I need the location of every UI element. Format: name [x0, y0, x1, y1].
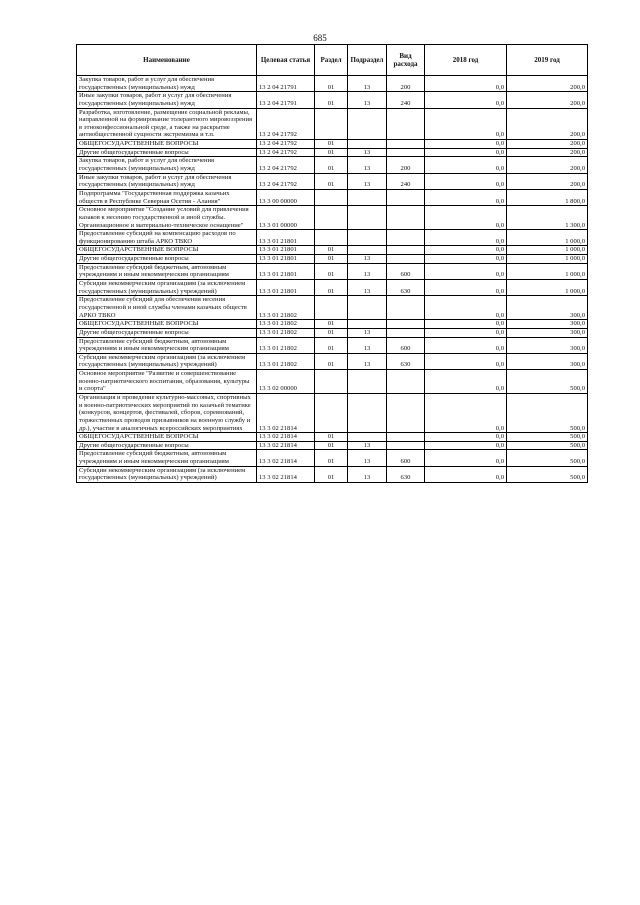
target-article: 13 3 01 21801 [257, 263, 315, 279]
row-name: Организация и проведение культурно-массовых, спортивных и военно-патриотических мероприятий по казачьей тематике (конкурсов, концертов, фестивалей, сборов, соревнований, торжественных проводов призывников на военную службу и др.), участие в аналогичных всероссийских мероприятиях [77, 393, 257, 432]
table-row [77, 206, 588, 230]
amount-2019: 1 000,0 [507, 255, 588, 264]
expense-type: 630 [387, 280, 425, 296]
row-name: Предоставление субсидий бюджетным, автономным учреждениям и иным некоммерческим организациям [77, 337, 257, 353]
target-article: 13 3 01 21801 [257, 230, 315, 246]
expense-type [387, 140, 425, 149]
amount-2019: 500,0 [507, 466, 588, 482]
expense-type: 600 [387, 263, 425, 279]
table-row [77, 246, 588, 255]
amount-2019: 500,0 [507, 450, 588, 466]
target-article: 13 3 01 21802 [257, 328, 315, 337]
subsection: 13 [348, 441, 387, 450]
row-name: Предоставление субсидий для обеспечения несения государственной и иной службы членами казачьих обществ АРКО ТВКО [77, 296, 257, 320]
section [315, 296, 348, 320]
section [315, 230, 348, 246]
expense-type: 240 [387, 92, 425, 108]
table-header [77, 45, 588, 76]
target-article: 13 3 01 21802 [257, 296, 315, 320]
section: 01 [315, 337, 348, 353]
row-name: Основное мероприятие "Развитие и совершенствование военно-патриотического воспитания, образования, культуры и спорта" [77, 370, 257, 394]
budget-table [76, 44, 588, 483]
table-row [77, 296, 588, 320]
target-article: 13 3 01 21801 [257, 280, 315, 296]
table-row [77, 189, 588, 205]
target-article: 13 2 04 21792 [257, 148, 315, 157]
amount-2018: 0,0 [425, 255, 507, 264]
section: 01 [315, 466, 348, 482]
amount-2019: 200,0 [507, 157, 588, 173]
amount-2019: 200,0 [507, 140, 588, 149]
amount-2019: 300,0 [507, 353, 588, 369]
target-article: 13 3 02 21814 [257, 433, 315, 442]
subsection: 13 [348, 466, 387, 482]
table-row [77, 450, 588, 466]
subsection [348, 393, 387, 432]
amount-2019: 1 000,0 [507, 246, 588, 255]
amount-2019: 500,0 [507, 370, 588, 394]
row-name: Подпрограмма "Государственная поддержка казачьих обществ в Республике Северная Осетия - Алания" [77, 189, 257, 205]
amount-2018: 0,0 [425, 450, 507, 466]
amount-2018: 0,0 [425, 370, 507, 394]
target-article: 13 3 00 00000 [257, 189, 315, 205]
amount-2018: 0,0 [425, 76, 507, 92]
amount-2018: 0,0 [425, 263, 507, 279]
subsection: 13 [348, 280, 387, 296]
subsection: 13 [348, 263, 387, 279]
expense-type [387, 328, 425, 337]
amount-2019: 300,0 [507, 337, 588, 353]
section: 01 [315, 353, 348, 369]
subsection: 13 [348, 157, 387, 173]
header-code: Целевая статья [257, 45, 315, 76]
table-row [77, 433, 588, 442]
expense-type [387, 206, 425, 230]
subsection [348, 189, 387, 205]
row-name: ОБЩЕГОСУДАРСТВЕННЫЕ ВОПРОСЫ [77, 433, 257, 442]
section: 01 [315, 76, 348, 92]
amount-2018: 0,0 [425, 92, 507, 108]
target-article: 13 3 02 21814 [257, 393, 315, 432]
target-article: 13 3 01 21802 [257, 353, 315, 369]
target-article: 13 3 01 21801 [257, 246, 315, 255]
table-row [77, 76, 588, 92]
target-article: 13 2 04 21791 [257, 76, 315, 92]
subsection: 13 [348, 173, 387, 189]
amount-2018: 0,0 [425, 433, 507, 442]
section: 01 [315, 328, 348, 337]
amount-2018: 0,0 [425, 108, 507, 140]
row-name: Другие общегосударственные вопросы [77, 148, 257, 157]
section: 01 [315, 263, 348, 279]
amount-2018: 0,0 [425, 328, 507, 337]
target-article: 13 3 02 21814 [257, 441, 315, 450]
row-name: Предоставление субсидий бюджетным, автономным учреждениям и иным некоммерческим организациям [77, 263, 257, 279]
expense-type: 240 [387, 173, 425, 189]
page-number: 685 [313, 33, 327, 43]
table-row [77, 140, 588, 149]
amount-2018: 0,0 [425, 353, 507, 369]
expense-type [387, 230, 425, 246]
section: 01 [315, 246, 348, 255]
amount-2019: 200,0 [507, 92, 588, 108]
amount-2019: 300,0 [507, 296, 588, 320]
subsection [348, 246, 387, 255]
table-row [77, 173, 588, 189]
header-expense-type: Вид расхода [387, 45, 425, 76]
expense-type [387, 393, 425, 432]
amount-2018: 0,0 [425, 230, 507, 246]
row-name: Предоставление субсидий бюджетным, автономным учреждениям и иным некоммерческим организациям [77, 450, 257, 466]
table-row [77, 337, 588, 353]
target-article: 13 3 01 21802 [257, 320, 315, 329]
table-body [77, 76, 588, 483]
expense-type [387, 189, 425, 205]
row-name: Основное мероприятие "Создание условий для привлечения казаков к несению государственной и иной службы. Организационное и материально-техническое оснащение" [77, 206, 257, 230]
header-section: Раздел [315, 45, 348, 76]
target-article: 13 3 02 21814 [257, 450, 315, 466]
row-name: Другие общегосударственные вопросы [77, 255, 257, 264]
expense-type [387, 441, 425, 450]
subsection: 13 [348, 328, 387, 337]
section: 01 [315, 441, 348, 450]
section: 01 [315, 173, 348, 189]
table-row [77, 280, 588, 296]
target-article: 13 2 04 21792 [257, 108, 315, 140]
expense-type: 600 [387, 337, 425, 353]
amount-2018: 0,0 [425, 173, 507, 189]
table-row [77, 370, 588, 394]
subsection: 13 [348, 337, 387, 353]
subsection [348, 230, 387, 246]
row-name: Предоставление субсидий на компенсацию расходов по функционированию штаба АРКО ТВКО [77, 230, 257, 246]
expense-type: 630 [387, 353, 425, 369]
expense-type [387, 148, 425, 157]
amount-2019: 1 000,0 [507, 230, 588, 246]
row-name: Субсидии некоммерческим организациям (за исключением государственных (муниципальных) учреждений) [77, 466, 257, 482]
subsection [348, 320, 387, 329]
header-row [77, 45, 588, 76]
subsection [348, 370, 387, 394]
section: 01 [315, 140, 348, 149]
amount-2018: 0,0 [425, 206, 507, 230]
subsection: 13 [348, 76, 387, 92]
amount-2018: 0,0 [425, 337, 507, 353]
header-subsection: Подраздел [348, 45, 387, 76]
section: 01 [315, 280, 348, 296]
target-article: 13 2 04 21791 [257, 92, 315, 108]
subsection [348, 108, 387, 140]
table-row [77, 108, 588, 140]
header-year-2018: 2018 год [425, 45, 507, 76]
target-article: 13 3 01 00000 [257, 206, 315, 230]
amount-2019: 300,0 [507, 320, 588, 329]
expense-type [387, 370, 425, 394]
expense-type [387, 108, 425, 140]
expense-type [387, 255, 425, 264]
subsection: 13 [348, 255, 387, 264]
target-article: 13 2 04 21792 [257, 140, 315, 149]
subsection [348, 206, 387, 230]
section: 01 [315, 157, 348, 173]
section: 01 [315, 148, 348, 157]
amount-2019: 200,0 [507, 148, 588, 157]
section [315, 206, 348, 230]
table-row [77, 230, 588, 246]
table-row [77, 148, 588, 157]
amount-2018: 0,0 [425, 140, 507, 149]
amount-2018: 0,0 [425, 320, 507, 329]
row-name: Субсидии некоммерческим организациям (за исключением государственных (муниципальных) учреждений) [77, 280, 257, 296]
table-row [77, 263, 588, 279]
amount-2018: 0,0 [425, 441, 507, 450]
section: 01 [315, 450, 348, 466]
amount-2019: 1 800,0 [507, 189, 588, 205]
subsection: 13 [348, 450, 387, 466]
row-name: Закупка товаров, работ и услуг для обеспечения государственных (муниципальных) нужд [77, 76, 257, 92]
row-name: Другие общегосударственные вопросы [77, 441, 257, 450]
amount-2019: 200,0 [507, 108, 588, 140]
target-article: 13 2 04 21792 [257, 173, 315, 189]
expense-type: 200 [387, 157, 425, 173]
row-name: ОБЩЕГОСУДАРСТВЕННЫЕ ВОПРОСЫ [77, 140, 257, 149]
amount-2019: 500,0 [507, 441, 588, 450]
section [315, 393, 348, 432]
amount-2018: 0,0 [425, 157, 507, 173]
subsection [348, 433, 387, 442]
header-name: Наименование [77, 45, 257, 76]
table-row [77, 328, 588, 337]
amount-2019: 500,0 [507, 393, 588, 432]
row-name: Разработка, изготовление, размещение социальной рекламы, направленной на формирование толерантного мировоззрения в этноконфессиональной среде, а также на раскрытие антиобщественной сущности экстремизма и т.п. [77, 108, 257, 140]
expense-type [387, 433, 425, 442]
row-name: Иные закупки товаров, работ и услуг для обеспечения государственных (муниципальных) нужд [77, 92, 257, 108]
amount-2018: 0,0 [425, 246, 507, 255]
amount-2018: 0,0 [425, 148, 507, 157]
section [315, 108, 348, 140]
target-article: 13 3 01 21802 [257, 337, 315, 353]
table-row [77, 353, 588, 369]
section [315, 370, 348, 394]
subsection [348, 296, 387, 320]
section [315, 189, 348, 205]
subsection: 13 [348, 92, 387, 108]
amount-2018: 0,0 [425, 280, 507, 296]
amount-2019: 300,0 [507, 328, 588, 337]
amount-2018: 0,0 [425, 296, 507, 320]
section: 01 [315, 92, 348, 108]
expense-type: 200 [387, 76, 425, 92]
table-row [77, 157, 588, 173]
amount-2019: 1 300,0 [507, 206, 588, 230]
target-article: 13 2 04 21792 [257, 157, 315, 173]
table-row [77, 320, 588, 329]
row-name: Закупка товаров, работ и услуг для обеспечения государственных (муниципальных) нужд [77, 157, 257, 173]
expense-type [387, 320, 425, 329]
amount-2018: 0,0 [425, 466, 507, 482]
row-name: Субсидии некоммерческим организациям (за исключением государственных (муниципальных) учреждений) [77, 353, 257, 369]
table-row [77, 393, 588, 432]
expense-type [387, 296, 425, 320]
table-row [77, 441, 588, 450]
amount-2019: 200,0 [507, 173, 588, 189]
amount-2019: 1 000,0 [507, 263, 588, 279]
expense-type: 630 [387, 466, 425, 482]
target-article: 13 3 02 00000 [257, 370, 315, 394]
table-row [77, 92, 588, 108]
row-name: ОБЩЕГОСУДАРСТВЕННЫЕ ВОПРОСЫ [77, 320, 257, 329]
row-name: ОБЩЕГОСУДАРСТВЕННЫЕ ВОПРОСЫ [77, 246, 257, 255]
amount-2019: 500,0 [507, 433, 588, 442]
target-article: 13 3 02 21814 [257, 466, 315, 482]
table-row [77, 255, 588, 264]
expense-type [387, 246, 425, 255]
amount-2019: 200,0 [507, 76, 588, 92]
row-name: Иные закупки товаров, работ и услуг для обеспечения государственных (муниципальных) нужд [77, 173, 257, 189]
amount-2018: 0,0 [425, 393, 507, 432]
section: 01 [315, 433, 348, 442]
row-name: Другие общегосударственные вопросы [77, 328, 257, 337]
expense-type: 600 [387, 450, 425, 466]
section: 01 [315, 320, 348, 329]
subsection [348, 140, 387, 149]
target-article: 13 3 01 21801 [257, 255, 315, 264]
amount-2019: 1 000,0 [507, 280, 588, 296]
header-year-2019: 2019 год [507, 45, 588, 76]
subsection: 13 [348, 353, 387, 369]
section: 01 [315, 255, 348, 264]
subsection: 13 [348, 148, 387, 157]
table-row [77, 466, 588, 482]
amount-2018: 0,0 [425, 189, 507, 205]
